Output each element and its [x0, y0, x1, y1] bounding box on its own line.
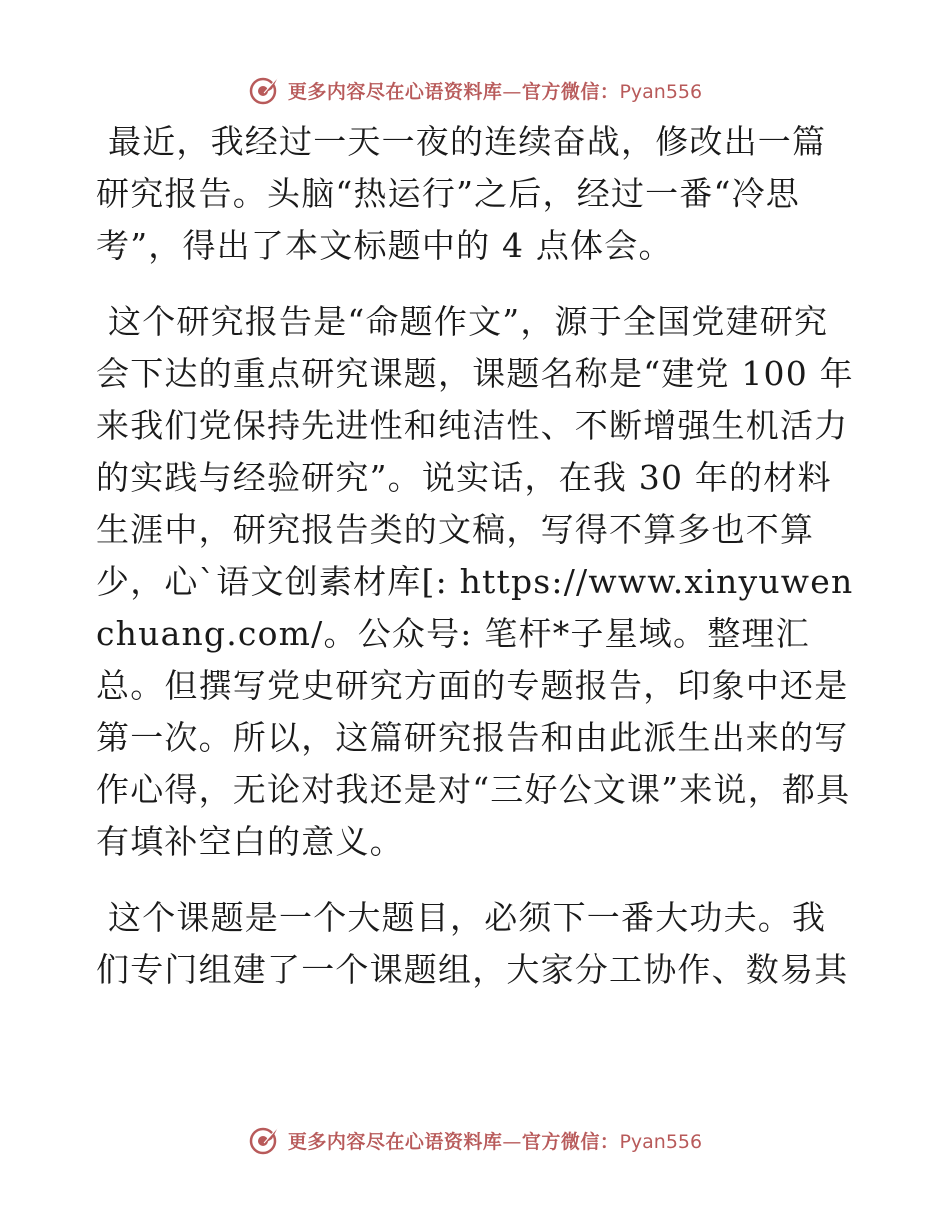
quill-logo-icon: [248, 73, 282, 107]
quill-logo-icon: [248, 1123, 282, 1157]
article-body: [96, 116, 856, 1020]
watermark-label: 更多内容尽在心语资料库—官方微信：Pyan556: [287, 1130, 703, 1153]
header-watermark: [0, 70, 950, 110]
paragraph-1: 最近，我经过一天一夜的连续奋战，修改出一篇研究报告。头脑“热运行”之后，经过一番“冷思考”，得出了本文标题中的 4 点体会。: [96, 122, 827, 265]
watermark-label: 更多内容尽在心语资料库—官方微信：Pyan556: [287, 80, 703, 103]
paragraph-3: 这个课题是一个大题目，必须下一番大功夫。我们专门组建了一个课题组，大家分工协作、数易其: [96, 898, 849, 989]
footer-watermark: [0, 1120, 950, 1160]
paragraph-2: 这个研究报告是“命题作文”，源于全国党建研究会下达的重点研究课题，课题名称是“建党 100 年来我们党保持先进性和纯洁性、不断增强生机活力的实践与经验研究”。说实话，在我 30 年的材料生涯中，研究报告类的文稿，写得不算多也不算少，心`语文创素材库[: https://www.xinyuwenchuang.com/。公众号: 笔杆*子星域。整理汇总。但撰写党史研究方面的专题报告，印象中还是第一次。所以，这篇研究报告和由此派生出来的写作心得，无论对我还是对“三好公文课”来说，都具有填补空白的意义。: [96, 302, 854, 861]
